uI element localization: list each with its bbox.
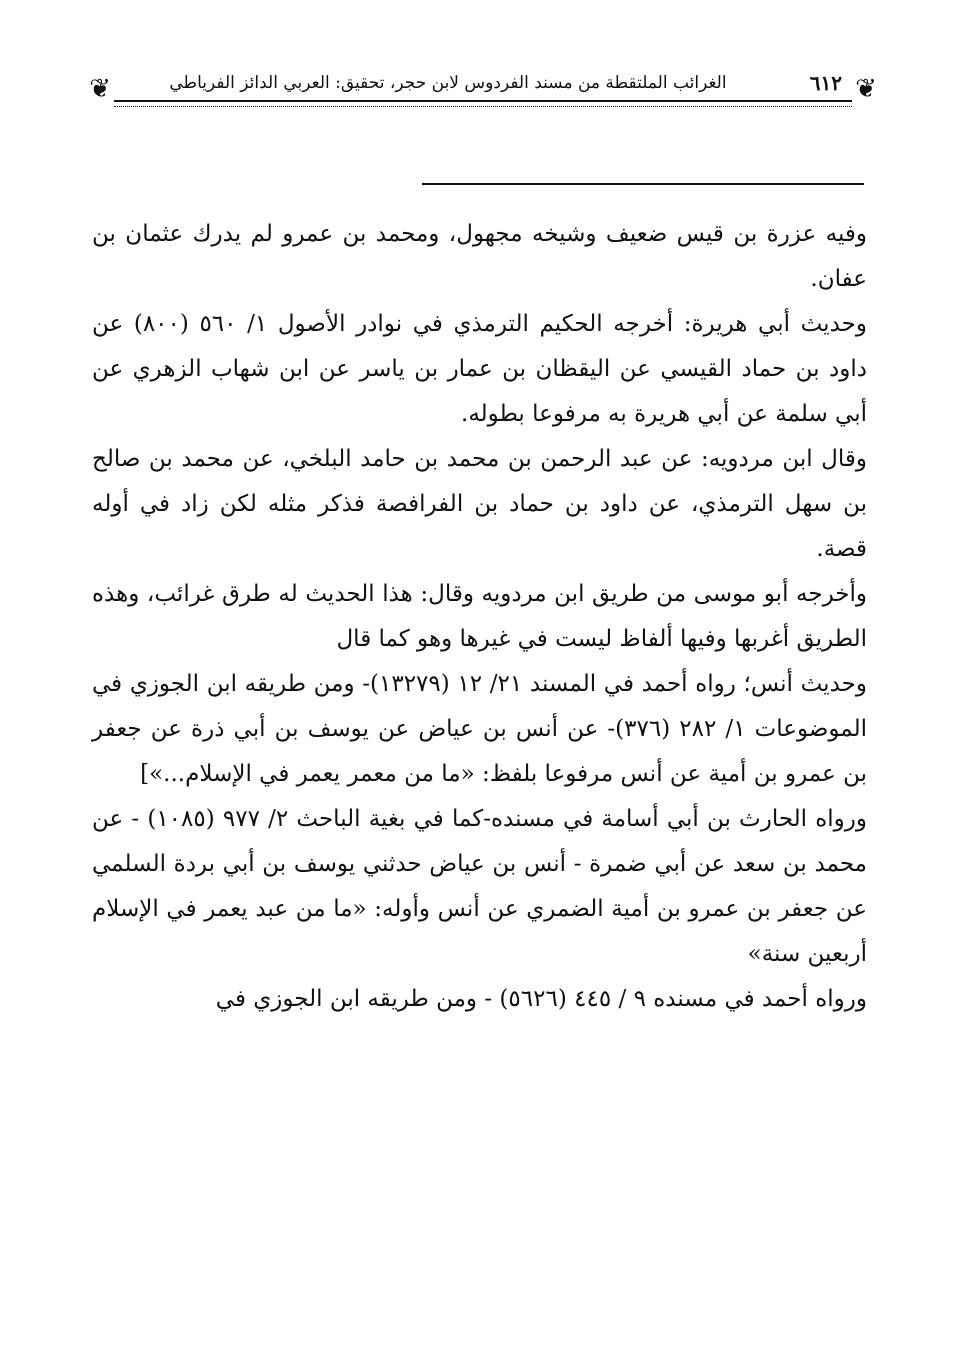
left-ornament-icon: ❦ (89, 74, 111, 104)
page-number: ٦١٢ (809, 71, 842, 95)
footnote-separator (422, 183, 864, 185)
page-header (88, 62, 878, 114)
header-rule (114, 100, 852, 102)
paragraph: وفيه عزرة بن قيس ضعيف وشيخه مجهول، ومحمد بن عمرو لم يدرك عثمان بن عفان. (92, 221, 867, 292)
paragraph: ورواه الحارث بن أبي أسامة في مسنده-كما في بغية الباحث ٢/ ٩٧٧ (١٠٨٥) - عن محمد بن سعد عن أبي ضمرة - أنس بن عياض حدثني يوسف بن أبي بردة السلمي عن جعفر بن عمرو بن أمية الضمري عن أنس وأوله: «ما من عبد يعمر في الإسلام أربعين سنة» (92, 806, 867, 967)
paragraph: وحديث أنس؛ رواه أحمد في المسند ٢١/ ١٢ (١٣٢٧٩)- ومن طريقه ابن الجوزي في الموضوعات ١/ ٢٨٢ (٣٧٦)- عن أنس بن عياض عن يوسف بن أبي ذرة عن جعفر بن عمرو بن أمية عن أنس مرفوعا بلفظ: «ما من معمر يعمر في الإسلام...»] (92, 671, 868, 787)
running-title: الغرائب الملتقطة من مسند الفردوس لابن حجر، تحقيق: العربي الدائز الفرياطي (169, 73, 727, 93)
paragraph: وحديث أبي هريرة: أخرجه الحكيم الترمذي في نوادر الأصول ١/ ٥٦٠ (٨٠٠) عن داود بن حماد القيسي عن اليقظان بن عمار بن ياسر عن ابن شهاب الزهري عن أبي سلمة عن أبي هريرة به مرفوعا بطوله. (92, 311, 867, 427)
paragraph: وقال ابن مردويه: عن عبد الرحمن بن محمد بن حامد البلخي، عن محمد بن صالح بن سهل الترمذي، عن داود بن حماد بن الفرافصة فذكر مثله لكن زاد في أوله قصة. (92, 446, 867, 562)
footnote-text (92, 212, 867, 1022)
paragraph: ورواه أحمد في مسنده ٩ / ٤٤٥ (٥٦٢٦) - ومن طريقه ابن الجوزي في (215, 986, 867, 1012)
header-dotted-rule (114, 106, 852, 107)
paragraph: وأخرجه أبو موسى من طريق ابن مردويه وقال: هذا الحديث له طرق غرائب، وهذه الطريق أغربها وفيها ألفاظ ليست في غيرها وهو كما قال (92, 581, 867, 652)
right-ornament-icon: ❦ (855, 74, 877, 104)
